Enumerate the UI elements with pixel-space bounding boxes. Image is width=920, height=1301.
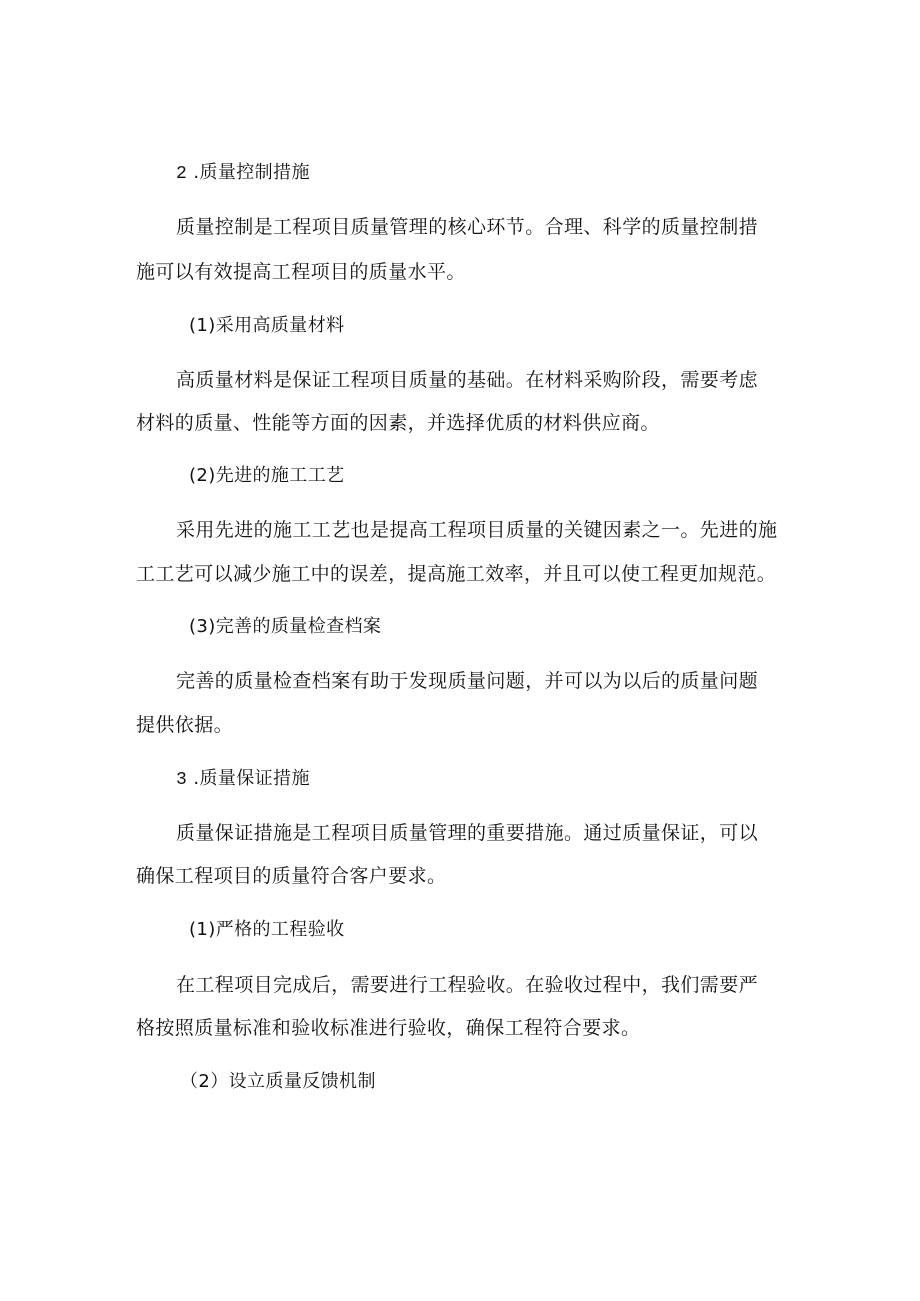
- subsection-title: 设立质量反馈机制: [228, 1071, 376, 1092]
- subsection-label: (1): [189, 315, 216, 336]
- subsection-label: (1): [189, 919, 216, 940]
- section-number: 3: [176, 770, 188, 790]
- subsection-heading: [180, 1070, 376, 1094]
- paragraph-line: 质量控制是工程项目质量管理的核心环节。合理、科学的质量控制措: [176, 216, 759, 238]
- section-title: .质量保证措施: [193, 768, 310, 789]
- subsection-title: 完善的质量检查档案: [215, 616, 382, 637]
- paragraph-line: 完善的质量检查档案有助于发现质量问题，并可以为以后的质量问题: [176, 670, 759, 692]
- paragraph-line: 确保工程项目的质量符合客户要求。: [136, 865, 447, 887]
- subsection-label: (3): [189, 616, 216, 637]
- paragraph-line: 工工艺可以减少施工中的误差，提高施工效率，并且可以使工程更加规范。: [136, 563, 777, 585]
- subsection-heading: [189, 918, 345, 942]
- paragraph-line: 格按照质量标准和验收标准进行验收，确保工程符合要求。: [136, 1017, 641, 1039]
- paragraph-line: 高质量材料是保证工程项目质量的基础。在材料采购阶段，需要考虑: [176, 369, 759, 391]
- subsection-heading: [189, 615, 381, 639]
- subsection-label: (2): [189, 465, 216, 486]
- paragraph-line: 质量保证措施是工程项目质量管理的重要措施。通过质量保证，可以: [176, 822, 759, 844]
- section-heading: [176, 161, 310, 186]
- paragraph-line: 材料的质量、性能等方面的因素，并选择优质的材料供应商。: [136, 412, 660, 434]
- section-heading: [176, 767, 310, 792]
- subsection-label: （2）: [180, 1071, 229, 1092]
- paragraph-line: 提供依据。: [136, 714, 234, 736]
- paragraph-line: 施可以有效提高工程项目的质量水平。: [136, 261, 466, 283]
- subsection-title: 采用高质量材料: [215, 315, 345, 336]
- paragraph-line: 在工程项目完成后，需要进行工程验收。在验收过程中，我们需要严: [176, 974, 759, 996]
- paragraph-line: 采用先进的施工工艺也是提高工程项目质量的关键因素之一。先进的施: [176, 519, 778, 541]
- subsection-title: 严格的工程验收: [215, 919, 345, 940]
- section-title: .质量控制措施: [193, 162, 310, 183]
- subsection-heading: [189, 314, 345, 338]
- section-number: 2: [176, 164, 188, 184]
- subsection-heading: [189, 464, 345, 488]
- subsection-title: 先进的施工工艺: [215, 465, 345, 486]
